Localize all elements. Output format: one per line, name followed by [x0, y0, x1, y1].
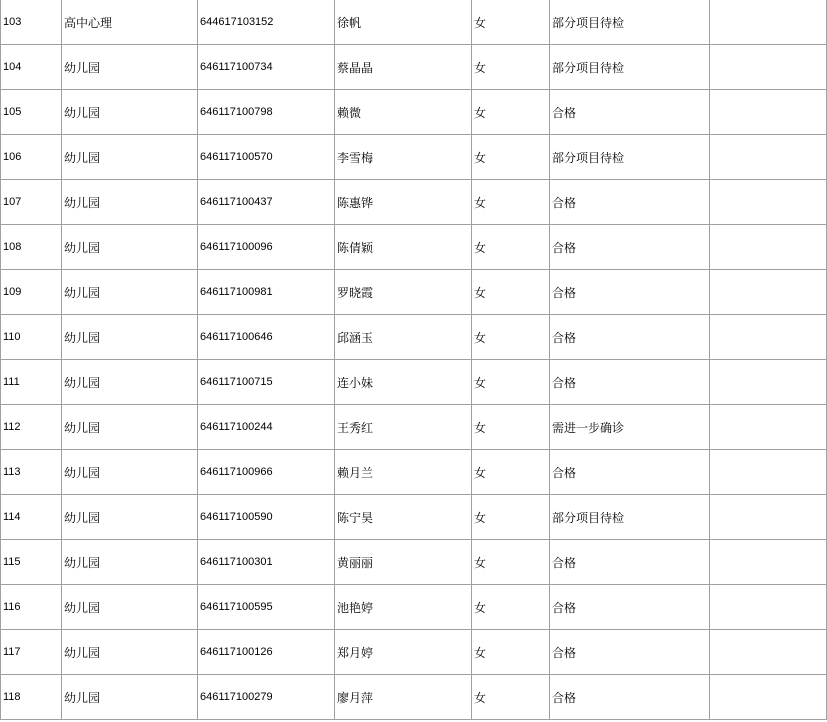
- gender-cell: 女: [472, 495, 550, 540]
- row-number-cell: 117: [1, 630, 62, 675]
- gender-cell: 女: [472, 180, 550, 225]
- result-cell: 合格: [550, 315, 710, 360]
- candidate-name-cell: 李雪梅: [335, 135, 472, 180]
- table-row: [1, 540, 827, 585]
- row-number-cell: 115: [1, 540, 62, 585]
- gender-cell: 女: [472, 315, 550, 360]
- subject-cell: 幼儿园: [62, 90, 198, 135]
- exam-id-cell: 646117100646: [198, 315, 335, 360]
- row-number-cell: 118: [1, 675, 62, 720]
- gender-cell: 女: [472, 225, 550, 270]
- note-cell: [710, 90, 827, 135]
- subject-cell: 幼儿园: [62, 360, 198, 405]
- gender-cell: 女: [472, 360, 550, 405]
- exam-id-cell: 646117100126: [198, 630, 335, 675]
- note-cell: [710, 270, 827, 315]
- subject-cell: 幼儿园: [62, 585, 198, 630]
- subject-cell: 幼儿园: [62, 135, 198, 180]
- table-row: [1, 630, 827, 675]
- candidate-name-cell: 赖月兰: [335, 450, 472, 495]
- candidate-name-cell: 陈宁昊: [335, 495, 472, 540]
- candidate-name-cell: 廖月萍: [335, 675, 472, 720]
- exam-id-cell: 646117100096: [198, 225, 335, 270]
- table-row: [1, 585, 827, 630]
- gender-cell: 女: [472, 630, 550, 675]
- candidate-name-cell: 陈惠铧: [335, 180, 472, 225]
- result-cell: 合格: [550, 585, 710, 630]
- candidate-name-cell: 邱涵玉: [335, 315, 472, 360]
- note-cell: [710, 405, 827, 450]
- exam-id-cell: 646117100595: [198, 585, 335, 630]
- table-row: [1, 90, 827, 135]
- exam-id-cell: 646117100437: [198, 180, 335, 225]
- row-number-cell: 111: [1, 360, 62, 405]
- result-cell: 合格: [550, 225, 710, 270]
- result-cell: 合格: [550, 180, 710, 225]
- subject-cell: 幼儿园: [62, 180, 198, 225]
- exam-id-cell: 646117100966: [198, 450, 335, 495]
- exam-id-cell: 646117100715: [198, 360, 335, 405]
- row-number-cell: 113: [1, 450, 62, 495]
- table-body: [1, 0, 827, 720]
- result-cell: 合格: [550, 630, 710, 675]
- row-number-cell: 116: [1, 585, 62, 630]
- note-cell: [710, 45, 827, 90]
- note-cell: [710, 225, 827, 270]
- note-cell: [710, 0, 827, 45]
- candidate-name-cell: 黄丽丽: [335, 540, 472, 585]
- subject-cell: 高中心理: [62, 0, 198, 45]
- subject-cell: 幼儿园: [62, 495, 198, 540]
- candidate-name-cell: 王秀红: [335, 405, 472, 450]
- note-cell: [710, 495, 827, 540]
- candidate-name-cell: 徐帆: [335, 0, 472, 45]
- table-row: [1, 0, 827, 45]
- exam-id-cell: 646117100279: [198, 675, 335, 720]
- result-cell: 合格: [550, 90, 710, 135]
- subject-cell: 幼儿园: [62, 45, 198, 90]
- subject-cell: 幼儿园: [62, 450, 198, 495]
- subject-cell: 幼儿园: [62, 675, 198, 720]
- subject-cell: 幼儿园: [62, 315, 198, 360]
- result-cell: 合格: [550, 360, 710, 405]
- result-cell: 部分项目待检: [550, 495, 710, 540]
- subject-cell: 幼儿园: [62, 405, 198, 450]
- result-cell: 部分项目待检: [550, 0, 710, 45]
- result-cell: 需进一步确诊: [550, 405, 710, 450]
- note-cell: [710, 630, 827, 675]
- exam-id-cell: 646117100570: [198, 135, 335, 180]
- exam-id-cell: 646117100734: [198, 45, 335, 90]
- result-cell: 合格: [550, 270, 710, 315]
- table-row: [1, 450, 827, 495]
- subject-cell: 幼儿园: [62, 630, 198, 675]
- result-cell: 合格: [550, 540, 710, 585]
- row-number-cell: 109: [1, 270, 62, 315]
- exam-id-cell: 646117100798: [198, 90, 335, 135]
- result-cell: 部分项目待检: [550, 135, 710, 180]
- candidate-name-cell: 罗晓霞: [335, 270, 472, 315]
- gender-cell: 女: [472, 585, 550, 630]
- table-row: [1, 45, 827, 90]
- subject-cell: 幼儿园: [62, 225, 198, 270]
- exam-id-cell: 646117100301: [198, 540, 335, 585]
- exam-id-cell: 646117100981: [198, 270, 335, 315]
- row-number-cell: 114: [1, 495, 62, 540]
- result-cell: 合格: [550, 675, 710, 720]
- gender-cell: 女: [472, 270, 550, 315]
- candidate-name-cell: 陈倩颖: [335, 225, 472, 270]
- result-cell: 合格: [550, 450, 710, 495]
- row-number-cell: 103: [1, 0, 62, 45]
- row-number-cell: 112: [1, 405, 62, 450]
- candidate-name-cell: 蔡晶晶: [335, 45, 472, 90]
- gender-cell: 女: [472, 450, 550, 495]
- candidate-name-cell: 连小妹: [335, 360, 472, 405]
- gender-cell: 女: [472, 0, 550, 45]
- table-row: [1, 225, 827, 270]
- row-number-cell: 106: [1, 135, 62, 180]
- row-number-cell: 108: [1, 225, 62, 270]
- table-row: [1, 180, 827, 225]
- gender-cell: 女: [472, 135, 550, 180]
- note-cell: [710, 360, 827, 405]
- gender-cell: 女: [472, 540, 550, 585]
- note-cell: [710, 450, 827, 495]
- table-row: [1, 270, 827, 315]
- subject-cell: 幼儿园: [62, 270, 198, 315]
- exam-id-cell: 646117100244: [198, 405, 335, 450]
- candidate-name-cell: 郑月婷: [335, 630, 472, 675]
- table-row: [1, 675, 827, 720]
- row-number-cell: 104: [1, 45, 62, 90]
- table-row: [1, 315, 827, 360]
- table-row: [1, 495, 827, 540]
- table-row: [1, 405, 827, 450]
- note-cell: [710, 585, 827, 630]
- result-cell: 部分项目待检: [550, 45, 710, 90]
- note-cell: [710, 675, 827, 720]
- exam-id-cell: 646117100590: [198, 495, 335, 540]
- candidate-name-cell: 池艳婷: [335, 585, 472, 630]
- table-row: [1, 360, 827, 405]
- subject-cell: 幼儿园: [62, 540, 198, 585]
- note-cell: [710, 540, 827, 585]
- gender-cell: 女: [472, 45, 550, 90]
- gender-cell: 女: [472, 405, 550, 450]
- row-number-cell: 110: [1, 315, 62, 360]
- table-row: [1, 135, 827, 180]
- exam-id-cell: 644617103152: [198, 0, 335, 45]
- row-number-cell: 107: [1, 180, 62, 225]
- note-cell: [710, 180, 827, 225]
- gender-cell: 女: [472, 90, 550, 135]
- note-cell: [710, 135, 827, 180]
- gender-cell: 女: [472, 675, 550, 720]
- candidate-name-cell: 赖微: [335, 90, 472, 135]
- note-cell: [710, 315, 827, 360]
- row-number-cell: 105: [1, 90, 62, 135]
